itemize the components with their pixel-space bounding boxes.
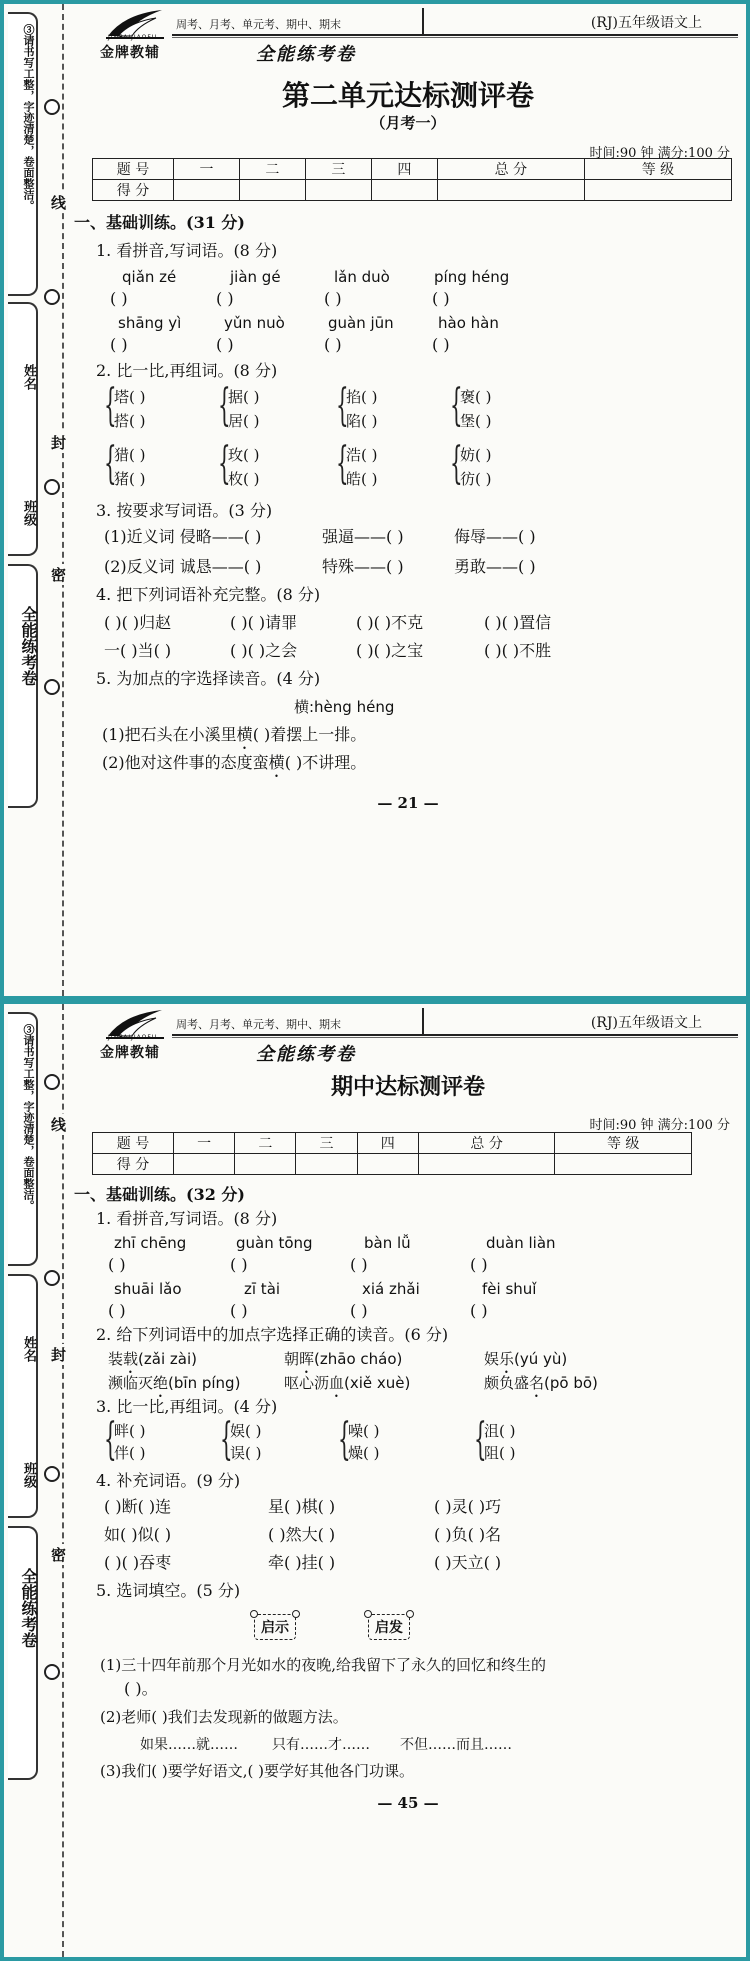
score-table-header: 二	[239, 159, 305, 180]
pinyin: jiàn gé	[230, 268, 281, 286]
question-title: 2. 给下列词语中的加点字选择正确的读音。(6 分)	[96, 1325, 449, 1344]
compare-item[interactable]: 陷( )	[346, 412, 378, 430]
grade-label: (RJ)五年级语文上	[590, 1015, 702, 1031]
tagline: 周考、月考、单元考、期中、期末	[176, 18, 341, 31]
time-score-info: 时间:90 钟 满分:100 分	[589, 1118, 730, 1133]
brace-icon: {	[450, 438, 463, 489]
pinyin: yǔn nuò	[224, 314, 285, 332]
answer-blank[interactable]: ( )	[216, 335, 234, 354]
page-number: — 45 —	[377, 1794, 439, 1812]
reading-choices[interactable]: (bīn píng)	[168, 1374, 241, 1392]
score-cell[interactable]	[305, 180, 371, 201]
compare-item[interactable]: 妨( )	[460, 446, 492, 464]
pinyin: qiǎn zé	[122, 268, 177, 286]
score-table-header: 四	[371, 159, 437, 180]
exam-title: 第二单元达标测评卷	[281, 79, 534, 112]
compare-item[interactable]: 猪( )	[114, 470, 146, 488]
compare-item[interactable]: 沮( )	[484, 1422, 516, 1440]
notice-box	[8, 12, 38, 296]
pinyin: hào hàn	[438, 314, 499, 332]
logo-pinyin: JINPAIJIAOFU	[108, 34, 158, 41]
score-table-row	[93, 180, 732, 201]
compare-item[interactable]: 玫( )	[228, 446, 260, 464]
brand-box	[8, 564, 38, 808]
pinyin: píng héng	[434, 268, 510, 286]
brand-box	[8, 1526, 38, 1780]
header-rule-thin	[172, 1037, 738, 1038]
score-table-header: 题 号	[93, 159, 174, 180]
section-heading: 一、基础训练。(32 分)	[74, 1185, 245, 1204]
secret-mark: 密	[51, 566, 67, 584]
score-cell[interactable]	[235, 1154, 296, 1175]
conjunction-option: 如果……就……	[140, 1737, 238, 1753]
score-table-header: 等 级	[555, 1133, 692, 1154]
sentence-blank[interactable]: ( )。	[124, 1679, 158, 1698]
score-cell[interactable]	[555, 1154, 692, 1175]
answer-blank[interactable]: ( )	[108, 1301, 126, 1320]
pinyin: duàn liàn	[486, 1234, 556, 1252]
compare-item[interactable]: 阻( )	[484, 1444, 516, 1462]
answer-blank[interactable]: ( )	[108, 1255, 126, 1274]
idiom-item[interactable]: ( )断( )连	[104, 1497, 172, 1516]
pinyin: shuāi lǎo	[114, 1280, 182, 1298]
score-cell[interactable]	[296, 1154, 357, 1175]
page-header	[94, 4, 738, 66]
idiom-item[interactable]: 如( )似( )	[104, 1525, 172, 1544]
answer-blank[interactable]: ( )	[216, 289, 234, 308]
exam-page-2	[4, 1004, 746, 1957]
compare-item[interactable]: 猎( )	[114, 446, 146, 464]
brace-icon: {	[450, 380, 463, 431]
pinyin: zī tài	[244, 1280, 281, 1298]
score-cell[interactable]	[239, 180, 305, 201]
reading-choices[interactable]: (yú yù)	[514, 1350, 568, 1368]
score-table	[92, 158, 732, 201]
score-table-header: 一	[174, 159, 240, 180]
logo-pinyin: JINPAIJIAOFU	[108, 1034, 158, 1041]
question-title: 5. 为加点的字选择读音。(4 分)	[96, 669, 321, 688]
sentence[interactable]: (2)老师( )我们去发现新的做题方法。	[100, 1708, 348, 1726]
score-table-header: 总 分	[437, 159, 584, 180]
compare-item[interactable]: 娱( )	[230, 1422, 262, 1440]
score-cell[interactable]	[357, 1154, 418, 1175]
seal-mark: 封	[51, 434, 67, 452]
page-number: — 21 —	[377, 794, 439, 812]
idiom-item[interactable]: ( )负( )名	[434, 1525, 502, 1544]
binding-margin	[4, 1004, 70, 1957]
dotted-char: 乐	[499, 1350, 515, 1368]
brace-icon: {	[104, 1414, 117, 1465]
cut-line	[62, 4, 64, 996]
sentence	[102, 724, 366, 753]
answer-blank[interactable]: ( )	[350, 1301, 368, 1320]
idiom-item[interactable]: ( )( )之宝	[356, 641, 424, 660]
compare-item[interactable]: 浩( )	[346, 446, 378, 464]
punch-hole	[44, 99, 60, 115]
reading-options: 横:hèng héng	[294, 698, 395, 716]
punch-hole	[44, 289, 60, 305]
section-heading: 一、基础训练。(31 分)	[74, 213, 245, 232]
score-table-header: 一	[174, 1133, 235, 1154]
brace-icon: {	[338, 1414, 351, 1465]
compare-item[interactable]: 误( )	[230, 1444, 262, 1462]
binding-margin	[4, 4, 70, 996]
brand-title: 全能练考卷	[256, 1044, 356, 1065]
pinyin: fèi shuǐ	[482, 1280, 537, 1298]
score-row-label: 得 分	[93, 180, 174, 201]
brace-icon: {	[104, 438, 117, 489]
compare-item[interactable]: 据( )	[228, 388, 260, 406]
reading-choices[interactable]: (xiě xuè)	[344, 1374, 411, 1392]
idiom-item[interactable]: ( )天立( )	[434, 1553, 502, 1572]
score-table-row	[93, 1154, 692, 1175]
answer-blank[interactable]: ( )	[324, 289, 342, 308]
dotted-char: 血	[329, 1374, 345, 1392]
answer-blank[interactable]: ( )	[432, 335, 450, 354]
score-cell[interactable]	[584, 180, 731, 201]
notice-text: ③请书写工整，字迹清楚，卷面整洁。	[22, 24, 35, 211]
line-mark: 线	[51, 1116, 67, 1134]
name-label: 姓名	[21, 364, 36, 390]
pinyin: lǎn duò	[334, 268, 390, 286]
score-table-header: 三	[296, 1133, 357, 1154]
grade-label: (RJ)五年级语文上	[590, 15, 702, 31]
synonym-item[interactable]: (1)近义词 侵略——( )	[104, 527, 262, 546]
punch-hole	[44, 1270, 60, 1286]
brace-icon: {	[336, 380, 349, 431]
answer-blank[interactable]: ( )	[110, 335, 128, 354]
compare-item[interactable]: 燥( )	[348, 1444, 380, 1462]
tagline: 周考、月考、单元考、期中、期末	[176, 1018, 341, 1031]
compare-item[interactable]: 塔( )	[114, 388, 146, 406]
brand-title: 全能练考卷	[256, 44, 356, 65]
answer-blank[interactable]: ( )	[110, 289, 128, 308]
dotted-char: 名	[529, 1374, 545, 1392]
pinyin: shāng yì	[118, 314, 182, 332]
answer-blank[interactable]: ( )	[432, 289, 450, 308]
word-part: 朝	[284, 1350, 300, 1368]
pinyin: guàn jūn	[328, 314, 394, 332]
score-table-header: 四	[357, 1133, 418, 1154]
question-title: 2. 比一比,再组词。(8 分)	[96, 361, 278, 380]
brace-icon: {	[220, 1414, 233, 1465]
compare-item[interactable]: 伴( )	[114, 1444, 146, 1462]
conjunction-option: 只有……才……	[272, 1737, 370, 1753]
punch-hole	[44, 1074, 60, 1090]
sentence: (1)三十四年前那个月光如水的夜晚,给我留下了永久的回忆和终生的	[100, 1656, 547, 1674]
header-rule	[172, 1034, 738, 1036]
punch-hole	[44, 679, 60, 695]
idiom-item[interactable]: ( )然大( )	[268, 1525, 336, 1544]
idiom-item[interactable]: ( )( )不克	[356, 613, 424, 632]
question-title: 4. 把下列词语补充完整。(8 分)	[96, 585, 321, 604]
dotted-char: 横	[268, 753, 285, 772]
score-table-header: 总 分	[418, 1133, 555, 1154]
score-table-header: 三	[305, 159, 371, 180]
answer-blank[interactable]: ( )	[350, 1255, 368, 1274]
answer-blank[interactable]: ( )	[470, 1255, 488, 1274]
word-part: 濒临灭	[108, 1374, 154, 1392]
sentence-text: (2)他对这件事的态度蛮	[102, 753, 269, 772]
antonym-item[interactable]: (2)反义词 诚恳——( )	[104, 557, 262, 576]
class-label: 班级	[21, 500, 36, 526]
idiom-item[interactable]: ( )( )置信	[484, 613, 552, 632]
answer-blank[interactable]: ( )	[324, 335, 342, 354]
score-table-header-row	[93, 1133, 692, 1154]
idiom-item[interactable]: ( )( )不胜	[484, 641, 552, 660]
brand-vertical: 全能练考卷	[19, 1568, 38, 1648]
class-label: 班级	[21, 1462, 36, 1488]
compare-item[interactable]: 畔( )	[114, 1422, 146, 1440]
compare-item[interactable]: 噪( )	[348, 1422, 380, 1440]
exam-subtitle: （月考一）	[370, 114, 446, 132]
idiom-item[interactable]: ( )( )请罪	[230, 613, 298, 632]
logo-name: 金牌教辅	[100, 1045, 160, 1061]
score-cell[interactable]	[437, 180, 584, 201]
line-mark: 线	[51, 194, 67, 212]
notice-box	[8, 1012, 38, 1266]
logo-name: 金牌教辅	[100, 45, 160, 61]
brace-icon: {	[104, 380, 117, 431]
sentence-blank[interactable]: ( )着摆上一排。	[252, 725, 367, 744]
idiom-item[interactable]: ( )( )之会	[230, 641, 298, 660]
question-title: 3. 按要求写词语。(3 分)	[96, 501, 273, 520]
compare-item[interactable]: 皓( )	[346, 470, 378, 488]
question-title: 1. 看拼音,写词语。(8 分)	[96, 241, 278, 260]
idiom-item[interactable]: 星( )棋( )	[268, 1497, 336, 1516]
header-divider	[422, 1008, 424, 1034]
idiom-item[interactable]: ( )( )吞枣	[104, 1553, 172, 1572]
header-rule	[172, 34, 738, 36]
header-divider	[422, 8, 424, 34]
conjunction-option: 不但……而且……	[400, 1737, 512, 1753]
notice-text: ③请书写工整，字迹清楚，卷面整洁。	[22, 1024, 35, 1211]
score-table-header: 二	[235, 1133, 296, 1154]
sentence-blank[interactable]: ( )不讲理。	[284, 753, 367, 772]
compare-item[interactable]: 褒( )	[460, 388, 492, 406]
idiom-item[interactable]: ( )( )归赵	[104, 613, 172, 632]
name-box	[8, 1274, 38, 1518]
compare-item[interactable]: 枚( )	[228, 470, 260, 488]
cut-line	[62, 1004, 64, 1957]
secret-mark: 密	[51, 1546, 67, 1564]
antonym-item[interactable]: 特殊——( )	[322, 557, 404, 576]
compare-item[interactable]: 居( )	[228, 412, 260, 430]
pinyin: zhī chēng	[114, 1234, 187, 1252]
brace-icon: {	[474, 1414, 487, 1465]
name-box	[8, 302, 38, 556]
synonym-item[interactable]: 侮辱——( )	[454, 527, 536, 546]
word-part: 呕心沥	[284, 1374, 330, 1392]
antonym-item[interactable]: 勇敢——( )	[454, 557, 536, 576]
page-header	[94, 1004, 738, 1066]
name-label: 姓名	[21, 1336, 36, 1362]
score-cell[interactable]	[174, 1154, 235, 1175]
exam-page-1	[4, 4, 746, 996]
score-row-label: 得 分	[93, 1154, 174, 1175]
dotted-char: 晖	[299, 1350, 315, 1368]
reading-choices[interactable]: (zhāo cháo)	[314, 1350, 403, 1368]
idiom-item[interactable]: 一( )当( )	[104, 641, 172, 660]
answer-blank[interactable]: ( )	[470, 1301, 488, 1320]
sentence[interactable]: (3)我们( )要学好语文,( )要学好其他各门功课。	[100, 1762, 414, 1780]
compare-item[interactable]: 彷( )	[460, 470, 492, 488]
question-title: 3. 比一比,再组词。(4 分)	[96, 1397, 278, 1416]
score-table-header-row	[93, 159, 732, 180]
score-table-header: 题 号	[93, 1133, 174, 1154]
compare-item[interactable]: 搭( )	[114, 412, 146, 430]
pinyin: xiá zhǎi	[362, 1280, 420, 1298]
idiom-item[interactable]: 牵( )挂( )	[268, 1553, 336, 1572]
punch-hole	[44, 1664, 60, 1680]
word-part: 娱	[484, 1350, 500, 1368]
question-title: 5. 选词填空。(5 分)	[96, 1581, 241, 1600]
reading-choices[interactable]: (zǎi zài)	[138, 1350, 197, 1368]
compare-item[interactable]: 掐( )	[346, 388, 378, 406]
brace-icon: {	[218, 438, 231, 489]
idiom-item[interactable]: ( )灵( )巧	[434, 1497, 502, 1516]
compare-item[interactable]: 堡( )	[460, 412, 492, 430]
word-choice-box: 启发	[368, 1614, 410, 1640]
score-cell[interactable]	[418, 1154, 555, 1175]
word-part: 装	[108, 1350, 124, 1368]
sentence	[102, 752, 366, 781]
header-rule-thin	[172, 37, 738, 38]
reading-item[interactable]	[284, 1372, 410, 1401]
answer-blank[interactable]: ( )	[230, 1301, 248, 1320]
answer-blank[interactable]: ( )	[230, 1255, 248, 1274]
dotted-char: 载	[123, 1350, 139, 1368]
dotted-char: 绝	[153, 1374, 169, 1392]
question-title: 4. 补充词语。(9 分)	[96, 1471, 241, 1490]
punch-hole	[44, 1466, 60, 1482]
sentence-text: (1)把石头在小溪里	[102, 725, 237, 744]
brace-icon: {	[336, 438, 349, 489]
question-title: 1. 看拼音,写词语。(8 分)	[96, 1209, 278, 1228]
word-choice-box: 启示	[254, 1614, 296, 1640]
pinyin: guàn tōng	[236, 1234, 313, 1252]
punch-hole	[44, 479, 60, 495]
score-cell[interactable]	[174, 180, 240, 201]
word-part: 颇负盛	[484, 1374, 530, 1392]
score-cell[interactable]	[371, 180, 437, 201]
reading-item[interactable]	[484, 1372, 598, 1401]
dotted-char: 横	[236, 725, 253, 744]
seal-mark: 封	[51, 1346, 67, 1364]
exam-title: 期中达标测评卷	[330, 1074, 485, 1100]
score-table	[92, 1132, 692, 1175]
synonym-item[interactable]: 强逼——( )	[322, 527, 404, 546]
score-table-header: 等 级	[584, 159, 731, 180]
brand-vertical: 全能练考卷	[19, 606, 38, 686]
reading-choices[interactable]: (pō bō)	[544, 1374, 598, 1392]
brace-icon: {	[218, 380, 231, 431]
time-score-info: 时间:90 钟 满分:100 分	[589, 146, 730, 161]
pinyin: bàn lǚ	[364, 1234, 411, 1252]
